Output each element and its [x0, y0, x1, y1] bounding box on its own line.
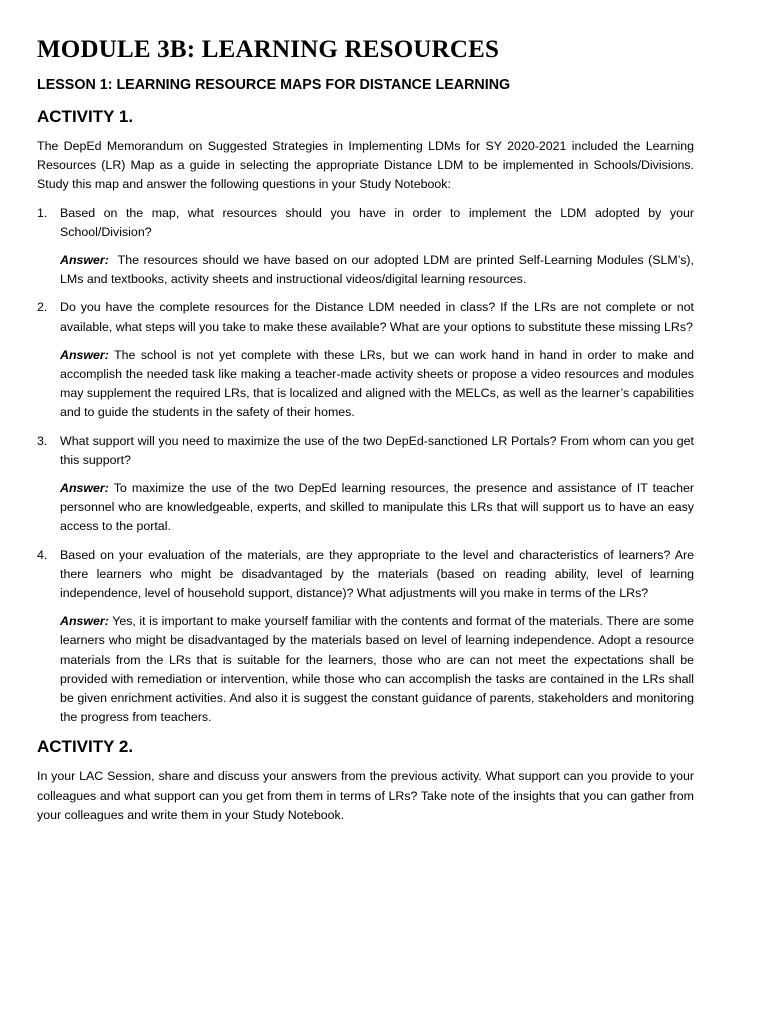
answer-text: The resources should we have based on our adopted LDM are printed Self-Learning Modules (SLM’s), LMs and textbooks, activity sheets and instructional videos/digital learning resources. — [60, 253, 698, 287]
activity-2-heading: ACTIVITY 2. — [37, 737, 134, 757]
question-text: Based on the map, what resources should you have in order to implement the LDM adopted by your School/Division? — [60, 205, 694, 239]
answer-text: Yes, it is important to make yourself familiar with the contents and format of the materials. There are some learners who might be disadvantaged by the materials based on level of learning independence. Adopt a resource materials from the LRs that is suitable for the learners, those who are can not meet the expectations shall be provided with remediation or intervention, while those who can accomplish the tasks are contained in the LRs shall be given enrichment activities. And also it is suggest the constant guidance of parents, stakeholders and monitoring the progress from teachers. — [60, 614, 694, 725]
question-number: 2. — [37, 300, 48, 315]
lesson-title: LESSON 1: LEARNING RESOURCE MAPS FOR DISTANCE LEARNING — [37, 77, 511, 93]
question-number: 4. — [37, 547, 48, 562]
document-page — [37, 34, 698, 825]
answer-text: The school is not yet complete with these LRs, but we can work hand in hand in order to make and accomplish the needed task like making a teacher-made activity sheets or propose a video resources and modules may supplement the required LRs, that is localized and aligned with the MELCs, as well as the learner’s capabilities and to guide the students in the safety of their homes. — [60, 347, 694, 420]
activity-2-body: In your LAC Session, share and discuss your answers from the previous activity. What support can you provide to your colleagues and what support can you get from them in terms of LRs? Take note of the insights that you can gather from your colleagues and write them in your Study Notebook. — [37, 769, 694, 822]
answer-4 — [60, 612, 694, 727]
question-number: 3. — [37, 433, 48, 448]
question-3 — [37, 432, 694, 470]
question-text: Do you have the complete resources for the Distance LDM needed in class? If the LRs are not complete or not available, what steps will you take to make these available? What are your options to substitute these missing LRs? — [60, 300, 694, 334]
activity-1-intro: The DepEd Memorandum on Suggested Strategies in Implementing LDMs for SY 2020-2021 included the Learning Resources (LR) Map as a guide in selecting the appropriate Distance LDM to be implemented in Schools/Divisions. Study this map and answer the following questions in your Study Notebook: — [37, 139, 694, 192]
question-1 — [37, 204, 694, 242]
answer-label: Answer: — [60, 347, 109, 362]
question-text: What support will you need to maximize the use of the two DepEd-sanctioned LR Portals? From whom can you get this support? — [60, 433, 694, 467]
question-number: 1. — [37, 205, 48, 220]
question-text: Based on your evaluation of the materials, are they appropriate to the level and characteristics of learners? Are there learners who might be disadvantaged by the materials (based on reading ability, level of learning independence, level of household support, distance)? What adjustments will you make in terms of the LRs? — [60, 547, 694, 601]
question-4 — [37, 546, 694, 604]
answer-label: Answer: — [60, 614, 109, 629]
answer-text: To maximize the use of the two DepEd learning resources, the presence and assistance of IT teacher personnel who are knowledgeable, experts, and skilled to manipulate this LRs that will support us to have an easy access to the portal. — [60, 481, 694, 534]
answer-3 — [60, 479, 694, 537]
answer-2 — [60, 346, 694, 423]
answer-1 — [60, 251, 698, 289]
module-title: MODULE 3B: LEARNING RESOURCES — [37, 36, 500, 63]
answer-label: Answer: — [60, 253, 109, 268]
answer-label: Answer: — [60, 481, 109, 496]
activity-1-heading: ACTIVITY 1. — [37, 107, 134, 126]
question-2 — [37, 298, 694, 336]
